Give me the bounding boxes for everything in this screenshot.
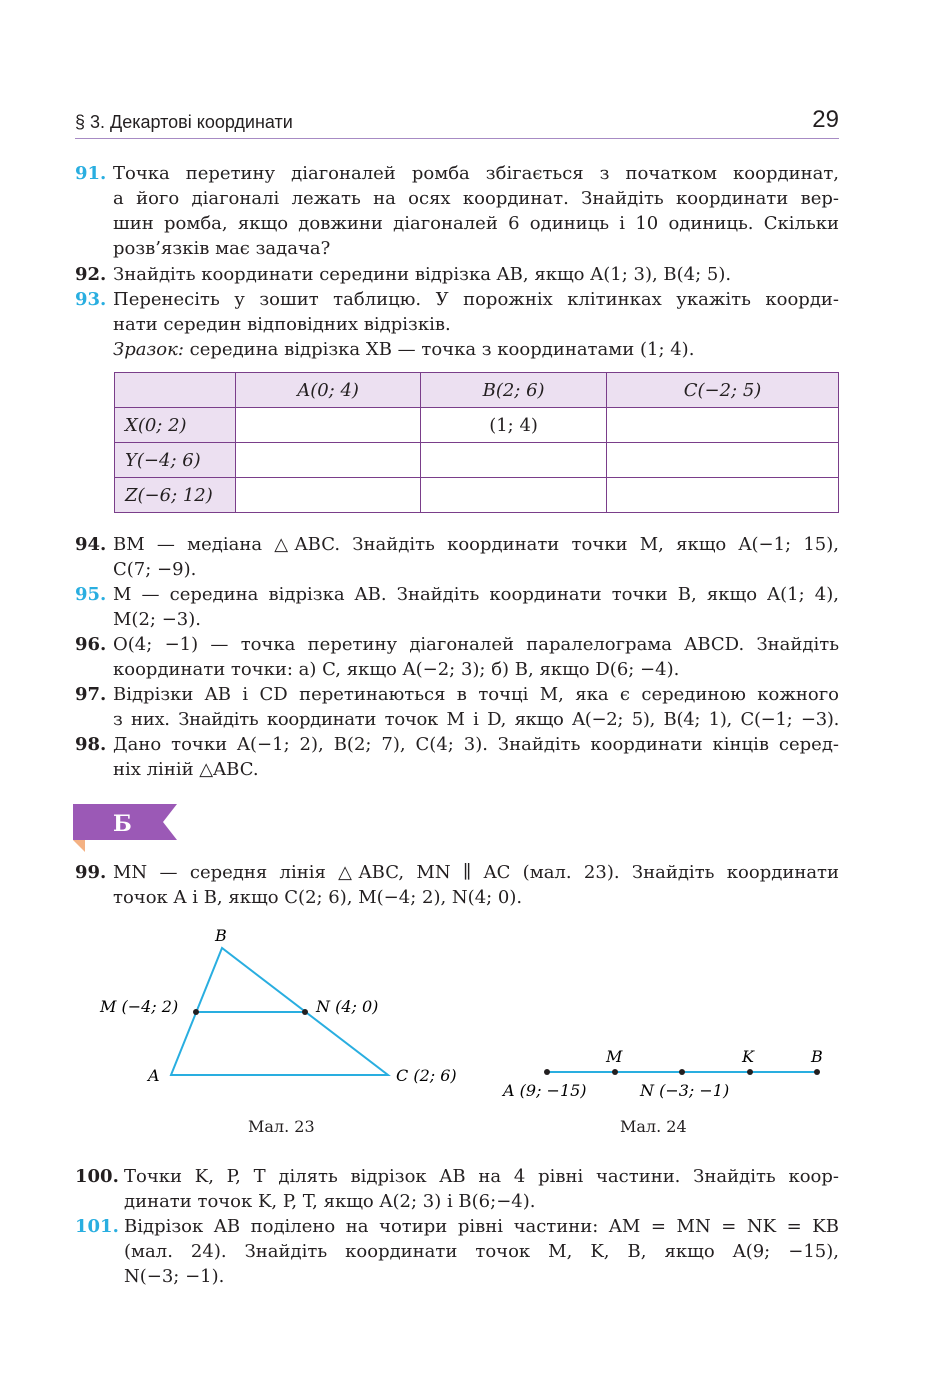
point-n — [302, 1009, 308, 1015]
problem-98 — [75, 732, 839, 782]
problem-line: Відрізок AB поділено на чотири рівні частини: AM = MN = NK = KB — [124, 1216, 839, 1237]
sample-line — [113, 337, 839, 362]
table-cell — [421, 443, 607, 478]
table-row — [115, 443, 839, 478]
label-k: K — [742, 1047, 754, 1066]
label-b: B — [811, 1047, 823, 1066]
section-title: § 3. Декартові координати — [75, 112, 293, 132]
section-b-tag — [73, 804, 177, 854]
table-row-header: Z(−6; 12) — [115, 478, 236, 513]
label-a: A (9; −15) — [503, 1081, 587, 1100]
figure-23-triangle — [95, 920, 475, 1090]
problem-number: 101. — [75, 1216, 119, 1237]
label-n: N (4; 0) — [316, 997, 379, 1016]
table-row-header: X(0; 2) — [115, 408, 236, 443]
table-cell — [607, 408, 839, 443]
point-a — [544, 1069, 550, 1075]
problem-91 — [75, 161, 839, 261]
problem-line: динати точок K, P, T, якщо A(2; 3) і B(6;−4). — [124, 1191, 536, 1212]
table-header-cell: C(−2; 5) — [607, 373, 839, 408]
problem-line: Знайдіть координати середини відрізка AB, якщо A(1; 3), B(4; 5). — [113, 264, 732, 285]
point-k — [747, 1069, 753, 1075]
table-row-header: Y(−4; 6) — [115, 443, 236, 478]
problem-99 — [75, 860, 839, 910]
label-n: N (−3; −1) — [640, 1081, 730, 1100]
problem-line: C(7; −9). — [113, 559, 197, 580]
table-row — [115, 408, 839, 443]
point-n — [679, 1069, 685, 1075]
problem-line: координати точки: а) C, якщо A(−2; 3); б) B, якщо D(6; −4). — [113, 659, 680, 680]
page-header — [75, 106, 839, 139]
sample-text: середина відрізка XB — точка з координатами (1; 4). — [189, 339, 695, 360]
table-row — [115, 478, 839, 513]
problem-line: з них. Знайдіть координати точок M і D, якщо A(−2; 5), B(4; 1), C(−1; −3). — [113, 709, 839, 730]
problem-line: нати середин відповідних відрізків. — [113, 314, 451, 335]
problem-line: розв’язків має задача? — [113, 238, 331, 259]
problem-number: 96. — [75, 634, 107, 655]
problem-line: M — середина відрізка AB. Знайдіть координати точки B, якщо A(1; 4), — [113, 584, 839, 605]
label-b: B — [215, 926, 227, 945]
problem-number: 95. — [75, 584, 107, 605]
problem-line: ніх ліній △ABC. — [113, 759, 259, 780]
table-cell — [236, 443, 421, 478]
problem-line: M(2; −3). — [113, 609, 201, 630]
problem-line: Точка перетину діагоналей ромба збігається з початком координат, — [113, 163, 839, 184]
table-cell — [421, 478, 607, 513]
problem-line: Дано точки A(−1; 2), B(2; 7), C(4; 3). Знайдіть координати кінців серед- — [113, 734, 839, 755]
problem-line: Точки K, P, T ділять відрізок AB на 4 рівні частини. Знайдіть коор- — [124, 1166, 839, 1187]
point-b — [814, 1069, 820, 1075]
section-label: Б — [113, 811, 132, 837]
label-m: M — [606, 1047, 623, 1066]
point-m — [612, 1069, 618, 1075]
point-m — [193, 1009, 199, 1015]
sample-label: Зразок: — [113, 339, 184, 360]
table-cell — [236, 408, 421, 443]
problem-number: 98. — [75, 734, 107, 755]
table-header-cell: B(2; 6) — [421, 373, 607, 408]
problem-line: Відрізки AB і CD перетинаються в точці M, яка є серединою кожного — [113, 684, 839, 705]
problem-number: 99. — [75, 862, 107, 883]
table-cell: (1; 4) — [421, 408, 607, 443]
midpoint-table — [114, 372, 839, 513]
table-header-row — [115, 373, 839, 408]
page-number: 29 — [812, 106, 839, 133]
problem-number: 92. — [75, 264, 107, 285]
figure-23-caption: Мал. 23 — [248, 1117, 315, 1136]
problem-line: (мал. 24). Знайдіть координати точок M, K, B, якщо A(9; −15), — [124, 1241, 839, 1262]
problem-line: N(−3; −1). — [124, 1266, 225, 1287]
table-cell — [607, 443, 839, 478]
figure-24-segment — [495, 1040, 840, 1110]
table-cell — [607, 478, 839, 513]
problem-95 — [75, 582, 839, 632]
figure-24-caption: Мал. 24 — [620, 1117, 687, 1136]
problem-92 — [75, 262, 839, 287]
problem-94 — [75, 532, 839, 582]
problem-101 — [75, 1214, 839, 1289]
problem-93 — [75, 287, 839, 362]
table-corner-cell — [115, 373, 236, 408]
label-m: M (−4; 2) — [100, 997, 179, 1016]
problem-line: O(4; −1) — точка перетину діагоналей паралелограма ABCD. Знайдіть — [113, 634, 839, 655]
table-cell — [236, 478, 421, 513]
problem-line: шин ромба, якщо довжини діагоналей 6 одиниць і 10 одиниць. Скільки — [113, 213, 839, 234]
problem-96 — [75, 632, 839, 682]
section-tag-corner — [73, 840, 85, 852]
problem-line: BM — медіана △ABC. Знайдіть координати точки M, якщо A(−1; 15), — [113, 534, 839, 555]
problem-number: 93. — [75, 289, 107, 310]
problem-line: а його діагоналі лежать на осях координат. Знайдіть координати вер- — [113, 188, 839, 209]
problem-number: 97. — [75, 684, 107, 705]
table-header-cell: A(0; 4) — [236, 373, 421, 408]
label-c: C (2; 6) — [396, 1066, 457, 1085]
problem-number: 94. — [75, 534, 107, 555]
problem-100 — [75, 1164, 839, 1214]
label-a: A — [148, 1066, 160, 1085]
problem-97 — [75, 682, 839, 732]
problem-number: 100. — [75, 1166, 119, 1187]
problem-number: 91. — [75, 163, 107, 184]
problem-line: точок A і B, якщо C(2; 6), M(−4; 2), N(4; 0). — [113, 887, 523, 908]
problem-line: Перенесіть у зошит таблицю. У порожніх клітинках укажіть коорди- — [113, 289, 839, 310]
problem-line: MN — середня лінія △ABC, MN ∥ AC (мал. 23). Знайдіть координати — [113, 862, 839, 883]
